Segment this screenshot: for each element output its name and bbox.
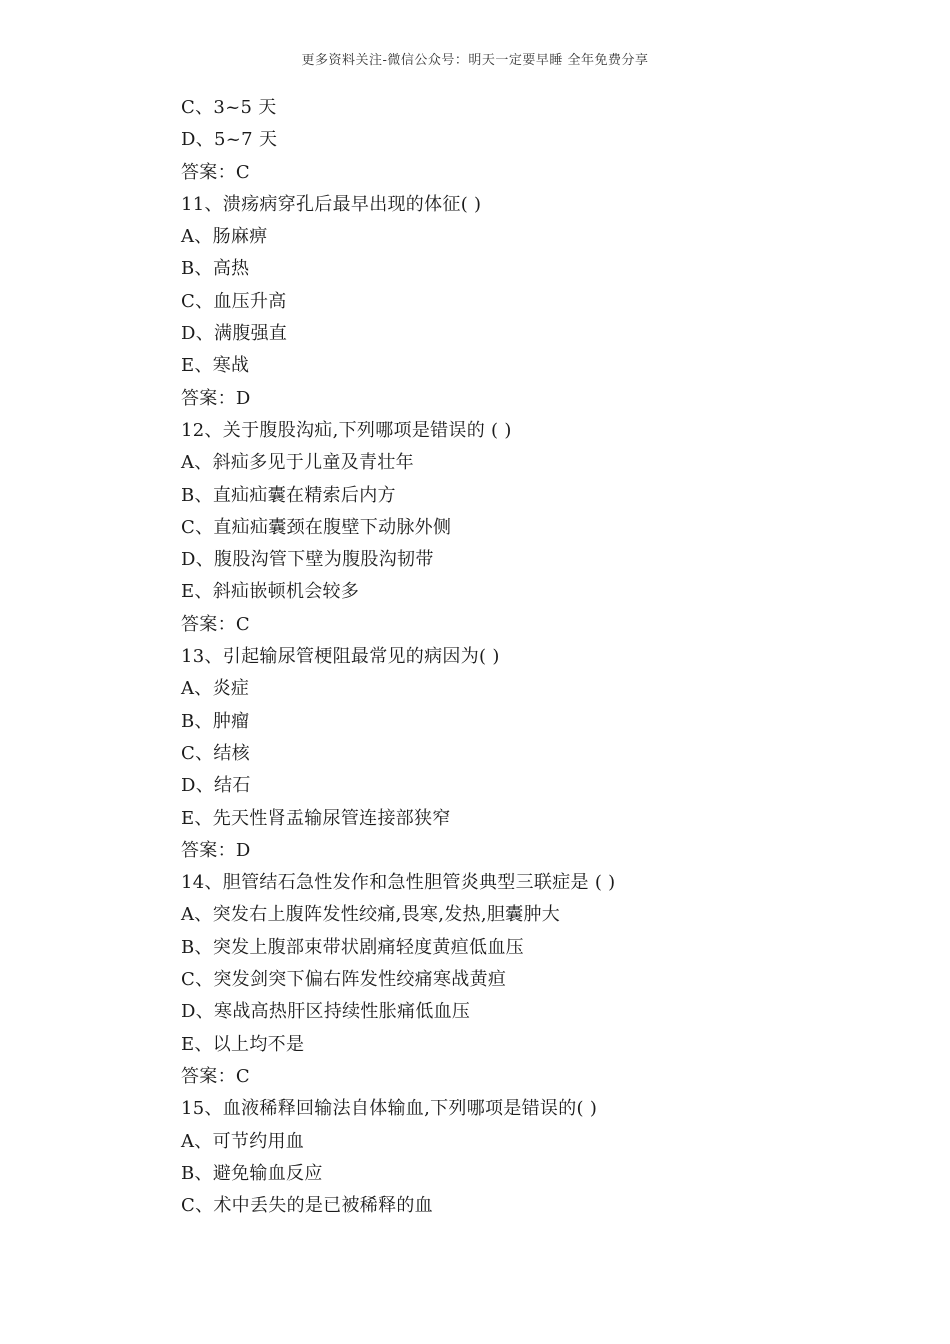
option-line: B、避免输血反应 (181, 1162, 323, 1184)
question-11: 11、溃疡病穿孔后最早出现的体征( ) (181, 193, 482, 215)
text-line: C、3~5 天 (181, 97, 277, 118)
option-line: A、炎症 (181, 678, 250, 700)
option-line: E、先天性肾盂输尿管连接部狭窄 (181, 807, 451, 829)
option-line: A、可节约用血 (181, 1130, 305, 1152)
option-line: E、以上均不是 (181, 1033, 305, 1055)
text-line: D、5~7 天 (181, 129, 278, 151)
option-line: C、突发剑突下偏右阵发性绞痛寒战黄疸 (181, 969, 507, 991)
option-line: C、术中丢失的是已被稀释的血 (181, 1195, 433, 1217)
option-line: E、斜疝嵌顿机会较多 (181, 581, 360, 603)
option-line: D、腹股沟管下壁为腹股沟韧带 (181, 549, 434, 571)
option-line: A、突发右上腹阵发性绞痛,畏寒,发热,胆囊肿大 (181, 904, 561, 926)
answer-line: 答案：D (181, 387, 251, 409)
question-15: 15、血液稀释回输法自体输血,下列哪项是错误的( ) (181, 1098, 598, 1120)
answer-line: 答案：C (181, 613, 250, 635)
option-line: B、直疝疝囊在精索后内方 (181, 484, 396, 506)
question-13: 13、引起输尿管梗阻最常见的病因为( ) (181, 646, 500, 668)
page-header: 更多资料关注-微信公众号：明天一定要早睡 全年免费分享 (301, 53, 649, 68)
option-line: C、血压升高 (181, 290, 287, 312)
option-line: B、肿瘤 (181, 710, 250, 732)
option-line: A、肠麻痹 (181, 226, 268, 248)
document-body (181, 92, 881, 1222)
answer-line: 答案：C (181, 1065, 250, 1087)
answer-line: 答案：D (181, 839, 251, 861)
option-line: D、结石 (181, 775, 251, 797)
question-14: 14、胆管结石急性发作和急性胆管炎典型三联症是 ( ) (181, 872, 616, 894)
option-line: B、突发上腹部束带状剧痛轻度黄疸低血压 (181, 936, 524, 958)
option-line: E、寒战 (181, 355, 250, 377)
question-12: 12、关于腹股沟疝,下列哪项是错误的 ( ) (181, 419, 512, 441)
answer-line: 答案：C (181, 161, 250, 183)
option-line: D、寒战高热肝区持续性胀痛低血压 (181, 1001, 471, 1023)
option-line: A、斜疝多见于儿童及青壮年 (181, 452, 414, 474)
option-line: B、高热 (181, 258, 250, 280)
option-line: D、满腹强直 (181, 323, 288, 345)
option-line: C、直疝疝囊颈在腹壁下动脉外侧 (181, 516, 452, 538)
option-line: C、结核 (181, 742, 250, 764)
